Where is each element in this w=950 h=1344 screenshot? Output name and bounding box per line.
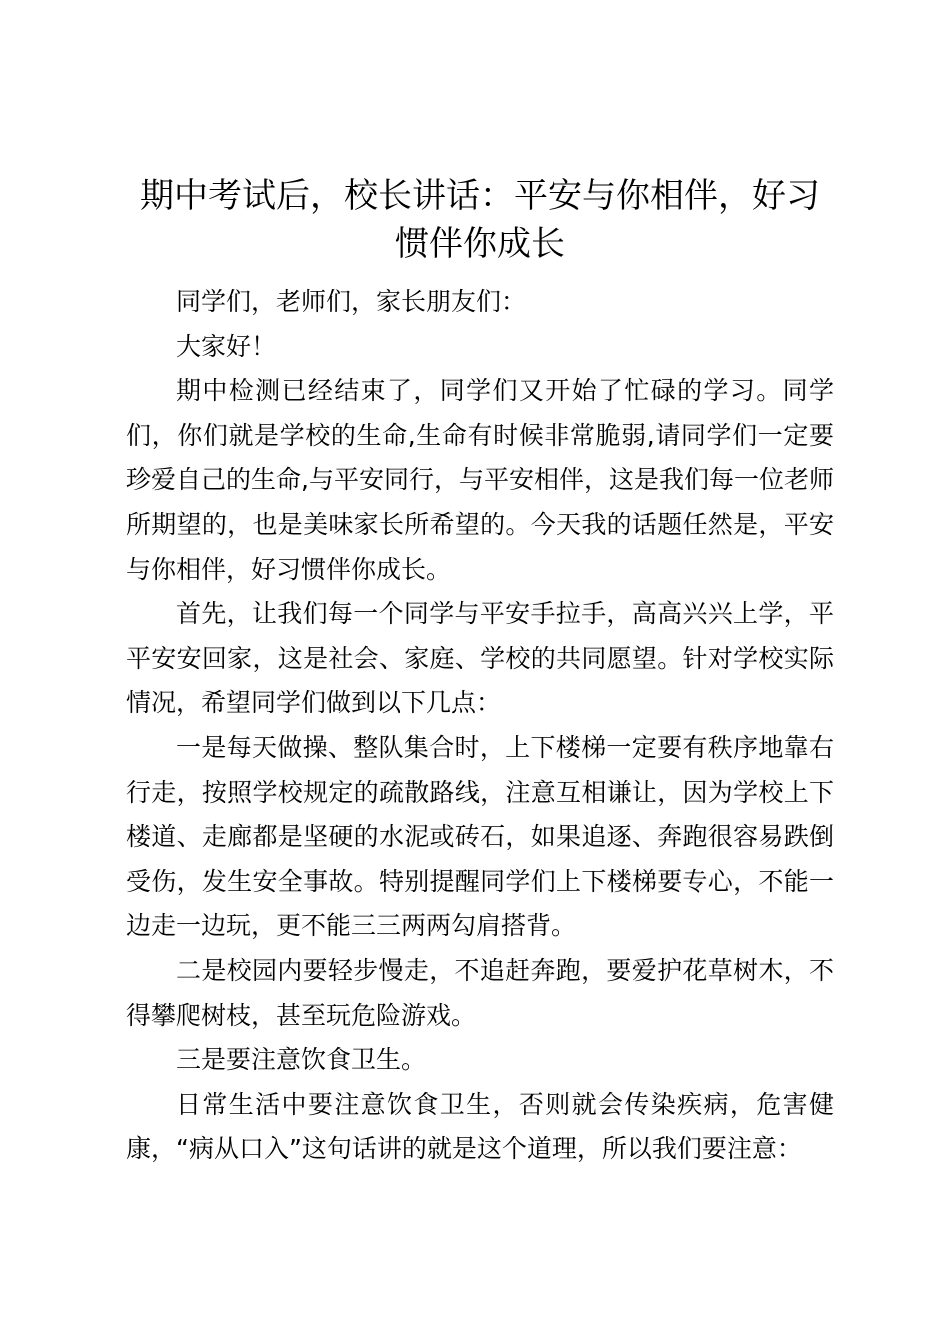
document-body (126, 172, 834, 1172)
paragraph-point-two: 二是校园内要轻步慢走，不追赶奔跑，要爱护花草树木，不得攀爬树枝，甚至玩危险游戏。 (126, 955, 834, 1030)
paragraph-point-three: 三是要注意饮食卫生。 (176, 1045, 427, 1075)
paragraph-first: 首先，让我们每一个同学与平安手拉手，高高兴兴上学，平平安安回家，这是社会、家庭、学校的共同愿望。针对学校实际情况，希望同学们做到以下几点： (126, 599, 834, 718)
paragraph-intro: 期中检测已经结束了，同学们又开始了忙碌的学习。同学们，你们就是学校的生命,生命有时候非常脆弱,请同学们一定要珍爱自己的生命,与平安同行，与平安相伴，这是我们每一位老师所期望的，也是美味家长所希望的。今天我的话题任然是，平安与你相伴，好习惯伴你成长。 (126, 376, 834, 584)
paragraph-point-one: 一是每天做操、整队集合时，上下楼梯一定要有秩序地靠右行走，按照学校规定的疏散路线，注意互相谦让，因为学校上下楼道、走廊都是坚硬的水泥或砖石，如果追逐、奔跑很容易跌倒受伤，发生安全事故。特别提醒同学们上下楼梯要专心，不能一边走一边玩，更不能三三两两勾肩搭背。 (126, 732, 834, 941)
paragraph-salutation: 同学们，老师们，家长朋友们： (176, 287, 527, 316)
document-title: 期中考试后，校长讲话：平安与你相伴，好习惯伴你成长 (140, 176, 820, 264)
paragraph-hygiene: 日常生活中要注意饮食卫生，否则就会传染疾病，危害健康，“病从口入”这句话讲的就是这个道理，所以我们要注意： (126, 1089, 834, 1164)
paragraph-greeting: 大家好！ (176, 331, 277, 361)
